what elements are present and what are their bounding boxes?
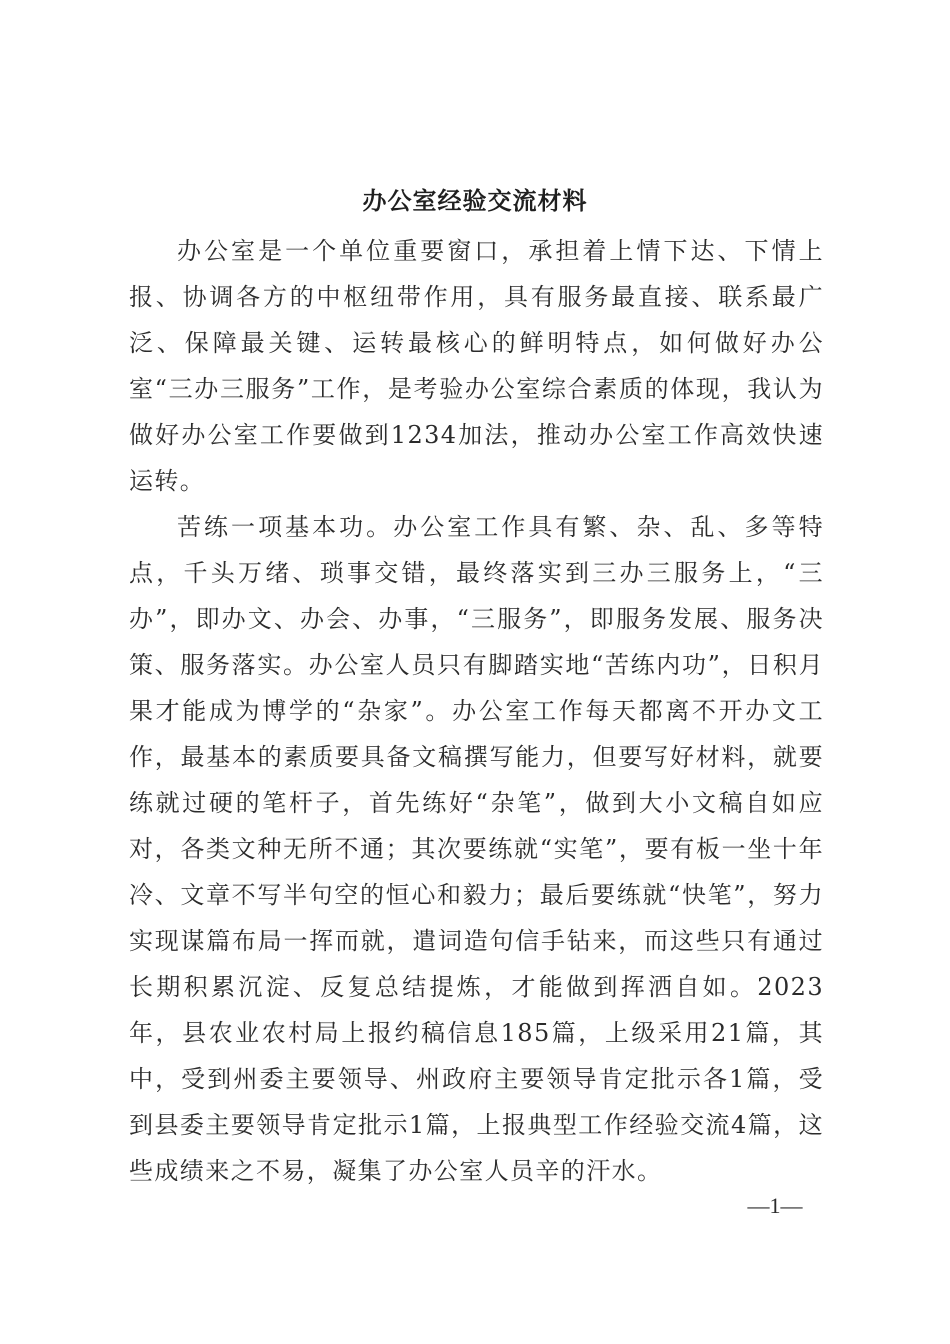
document-title: 办公室经验交流材料 [362,186,588,215]
page-number: —1— [747,1193,803,1218]
paragraph-intro: 办公室是一个单位重要窗口，承担着上情下达、下情上报、协调各方的中枢纽带作用，具有服务最直接、联系最广泛、保障最关键、运转最核心的鲜明特点，如何做好办公室“三办三服务”工作，是考验办公室综合素质的体现，我认为做好办公室工作要做到1234加法，推动办公室工作高效快速运转。 [129,237,824,495]
document-body [129,228,824,1194]
paragraph-basic-skill: 苦练一项基本功。办公室工作具有繁、杂、乱、多等特点，千头万绪、琐事交错，最终落实到三办三服务上，“三办”，即办文、办会、办事，“三服务”，即服务发展、服务决策、服务落实。办公室人员只有脚踏实地“苦练内功”，日积月果才能成为博学的“杂家”。办公室工作每天都离不开办文工作，最基本的素质要具备文稿撰写能力，但要写好材料，就要练就过硬的笔杆子，首先练好“杂笔”，做到大小文稿自如应对，各类文种无所不通；其次要练就“实笔”，要有板一坐十年冷、文章不写半句空的恒心和毅力；最后要练就“快笔”，努力实现谋篇布局一挥而就，遣词造句信手钻来，而这些只有通过长期积累沉淀、反复总结提炼，才能做到挥洒自如。2023年，县农业农村局上报约稿信息185篇，上级采用21篇，其中，受到州委主要领导、州政府主要领导肯定批示各1篇，受到县委主要领导肯定批示1篇，上报典型工作经验交流4篇，这些成绩来之不易，凝集了办公室人员辛的汗水。 [129,513,824,1185]
